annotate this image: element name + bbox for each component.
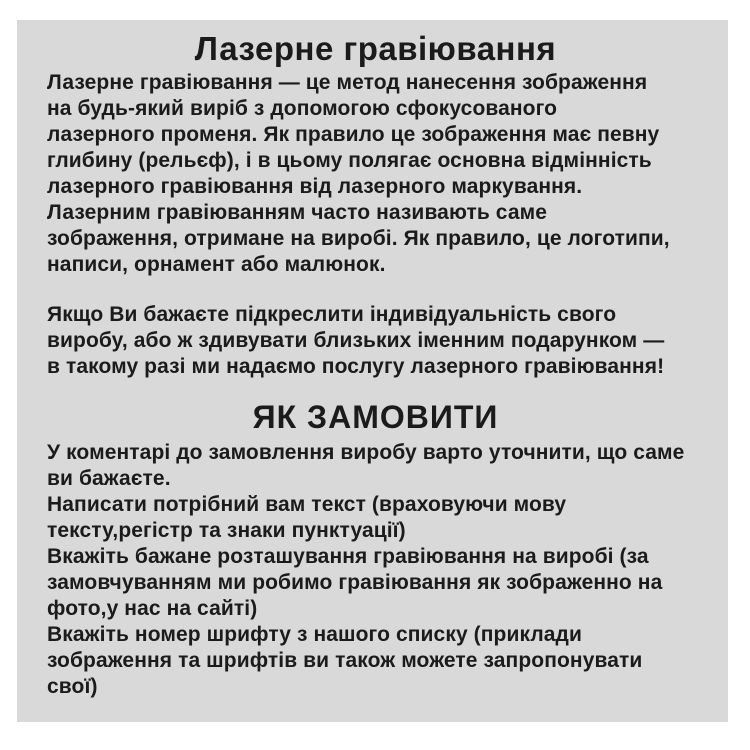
intro-line: зображення, отримане на виробі. Як правило, це логотипи,	[47, 227, 670, 250]
intro-line: глибину (рельєф), і в цьому полягає основна відмінність	[47, 149, 652, 172]
intro-line: лазерного променя. Як правило це зображення має певну	[47, 123, 660, 146]
order-line: У коментарі до замовлення виробу варто уточнити, що саме	[47, 441, 685, 464]
how-to-order-paragraph	[47, 440, 704, 700]
order-line: Вкажіть бажане розташування гравіювання на виробі (за	[47, 545, 649, 568]
offer-line: виробу, або ж здивувати близьких іменним подарунком —	[47, 329, 665, 352]
offer-paragraph	[47, 302, 704, 380]
order-line: замовчуванням ми робимо гравіювання як зображенно на	[47, 571, 663, 594]
order-line: Вкажіть номер шрифту з нашого списку (приклади	[47, 623, 582, 646]
order-line: свої)	[47, 675, 98, 698]
intro-line: Лазерним гравіюванням часто називають саме	[47, 201, 548, 224]
intro-line: Лазерне гравіювання — це метод нанесення зображення	[47, 71, 648, 94]
order-line: Написати потрібний вам текст (враховуючи мову	[47, 493, 567, 516]
intro-line: лазерного гравіювання від лазерного маркування.	[47, 175, 583, 198]
order-line: тексту,регістр та знаки пунктуації)	[47, 519, 406, 542]
page-title: Лазерне гравіювання	[194, 30, 557, 67]
info-card	[17, 20, 728, 722]
offer-line: в такому разі ми надаємо послугу лазерного гравіювання!	[47, 355, 665, 378]
offer-line: Якщо Ви бажаєте підкреслити індивідуальність свого	[47, 303, 617, 326]
order-line: фото,у нас на сайті)	[47, 597, 258, 620]
order-line: ви бажаєте.	[47, 467, 171, 490]
intro-line: написи, орнамент або малюнок.	[47, 253, 386, 276]
order-line: зображення та шрифтів ви також можете запропонувати	[47, 649, 643, 672]
intro-line: на будь-який виріб з допомогою сфокусованого	[47, 97, 558, 120]
intro-paragraph	[47, 70, 704, 278]
how-to-order-title: ЯК ЗАМОВИТИ	[252, 399, 499, 435]
